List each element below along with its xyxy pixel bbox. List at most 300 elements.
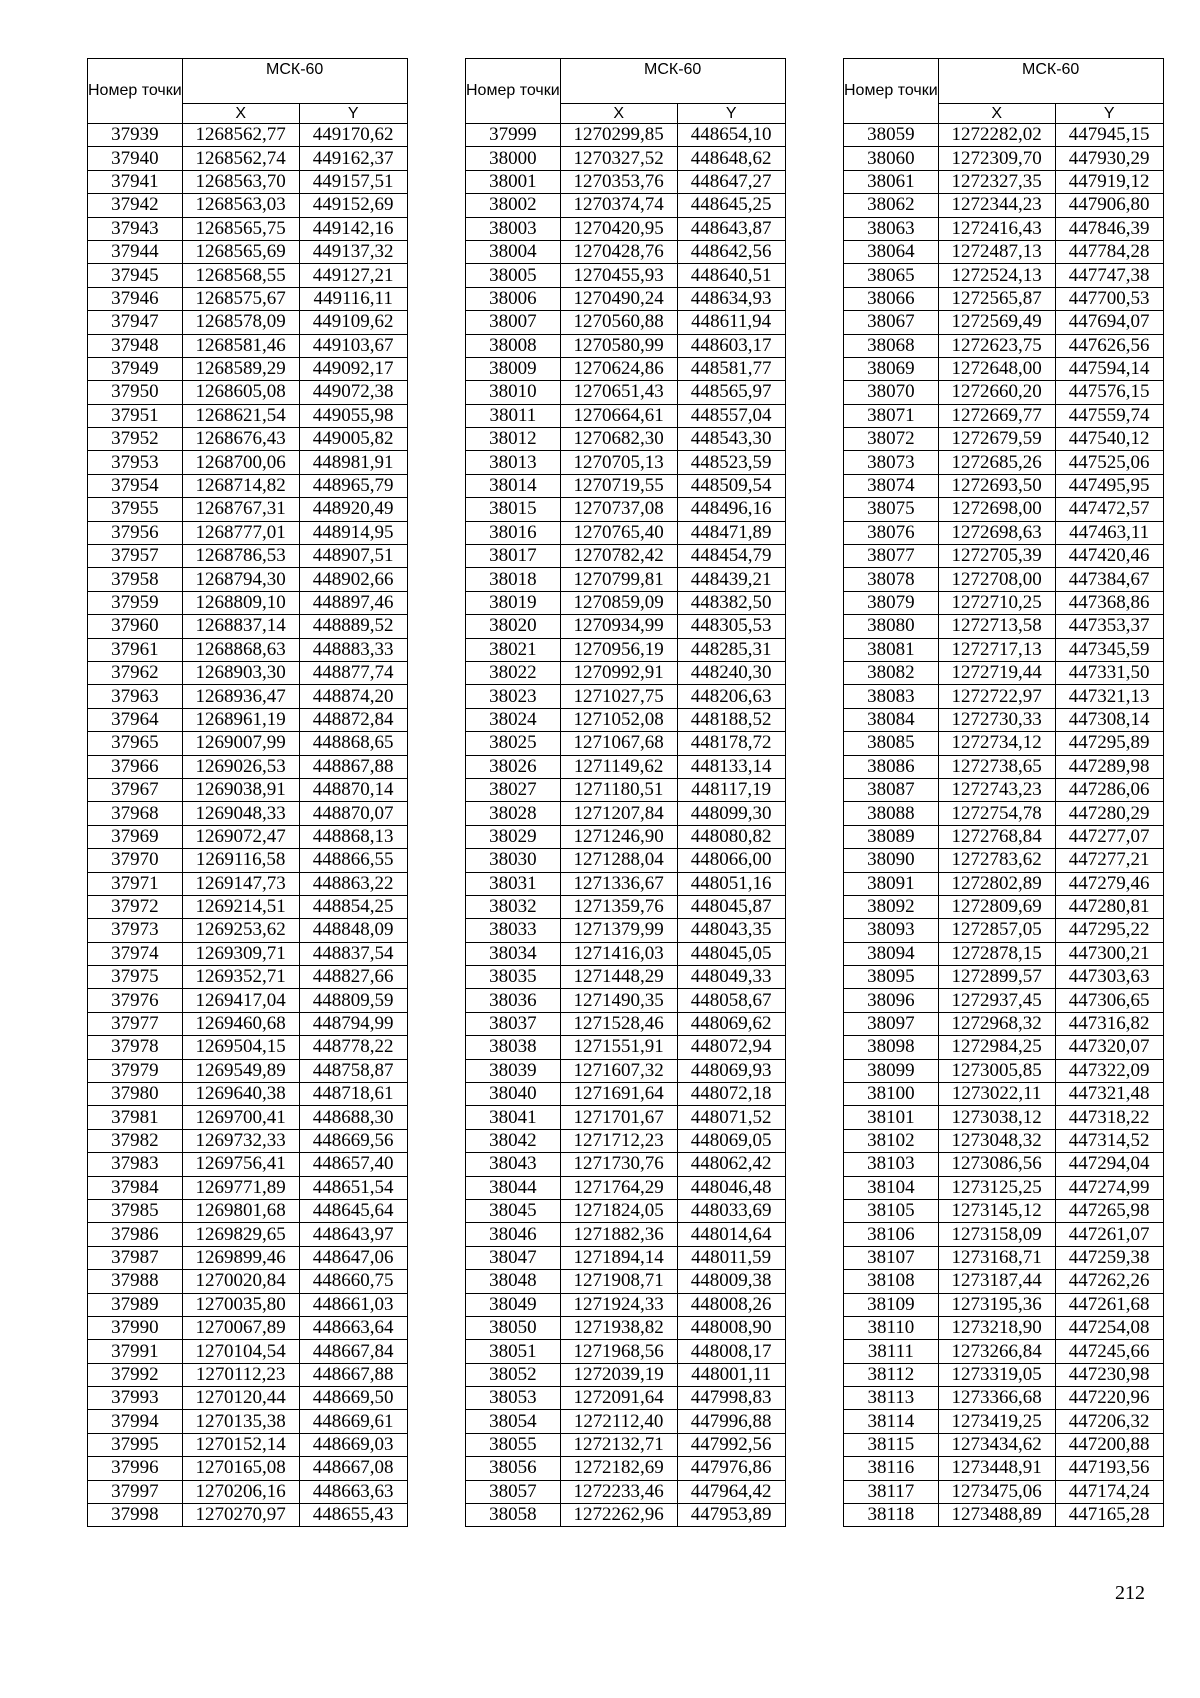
x-coordinate-cell: 1271882,36: [560, 1223, 677, 1246]
point-number-cell: 38004: [466, 240, 561, 263]
point-number-cell: 38064: [844, 240, 939, 263]
point-number-cell: 38049: [466, 1293, 561, 1316]
table-row: [844, 428, 1164, 451]
table-row: [844, 1270, 1164, 1293]
x-header: X: [182, 104, 299, 124]
y-coordinate-cell: 447384,67: [1055, 568, 1163, 591]
y-coordinate-cell: 447318,22: [1055, 1106, 1163, 1129]
point-number-cell: 37962: [88, 661, 183, 684]
table-row: [88, 124, 408, 147]
y-coordinate-cell: 449162,37: [299, 147, 407, 170]
y-coordinate-cell: 448543,30: [677, 428, 785, 451]
point-number-cell: 37945: [88, 264, 183, 287]
y-coordinate-cell: 448643,97: [299, 1223, 407, 1246]
y-coordinate-cell: 447245,66: [1055, 1340, 1163, 1363]
table-row: [466, 217, 786, 240]
x-coordinate-cell: 1268809,10: [182, 591, 299, 614]
table-row: [844, 311, 1164, 334]
table-row: [844, 615, 1164, 638]
x-coordinate-cell: 1269899,46: [182, 1246, 299, 1269]
x-coordinate-cell: 1273022,11: [938, 1083, 1055, 1106]
table-row: [466, 1223, 786, 1246]
y-coordinate-cell: 448667,88: [299, 1363, 407, 1386]
point-number-cell: 37954: [88, 474, 183, 497]
point-number-cell: 38025: [466, 732, 561, 755]
y-coordinate-cell: 448669,56: [299, 1129, 407, 1152]
point-number-cell: 38062: [844, 194, 939, 217]
x-coordinate-cell: 1272899,57: [938, 966, 1055, 989]
table-row: [88, 1059, 408, 1082]
point-number-cell: 38050: [466, 1316, 561, 1339]
y-coordinate-cell: 447294,04: [1055, 1153, 1163, 1176]
y-coordinate-cell: 448645,64: [299, 1199, 407, 1222]
table-row: [88, 1083, 408, 1106]
point-number-cell: 38043: [466, 1153, 561, 1176]
point-number-cell: 38115: [844, 1433, 939, 1456]
y-coordinate-cell: 448778,22: [299, 1036, 407, 1059]
x-coordinate-cell: 1270353,76: [560, 170, 677, 193]
table-row: [466, 591, 786, 614]
y-coordinate-cell: 449055,98: [299, 404, 407, 427]
table-row: [88, 989, 408, 1012]
y-coordinate-cell: 448667,84: [299, 1340, 407, 1363]
x-coordinate-cell: 1270135,38: [182, 1410, 299, 1433]
x-coordinate-cell: 1268777,01: [182, 521, 299, 544]
x-coordinate-cell: 1268621,54: [182, 404, 299, 427]
point-number-cell: 38028: [466, 802, 561, 825]
y-coordinate-cell: 448837,54: [299, 942, 407, 965]
point-number-cell: 38109: [844, 1293, 939, 1316]
point-number-cell: 37956: [88, 521, 183, 544]
point-number-cell: 38067: [844, 311, 939, 334]
y-coordinate-cell: 448809,59: [299, 989, 407, 1012]
x-coordinate-cell: 1270035,80: [182, 1293, 299, 1316]
table-row: [844, 1504, 1164, 1527]
x-coordinate-cell: 1271824,05: [560, 1199, 677, 1222]
point-number-cell: 37959: [88, 591, 183, 614]
y-coordinate-cell: 447472,57: [1055, 498, 1163, 521]
point-number-cell: 38066: [844, 287, 939, 310]
x-coordinate-cell: 1272112,40: [560, 1410, 677, 1433]
y-coordinate-cell: 448305,53: [677, 615, 785, 638]
point-number-cell: 37953: [88, 451, 183, 474]
table-row: [88, 1106, 408, 1129]
y-coordinate-cell: 448868,65: [299, 732, 407, 755]
y-coordinate-cell: 448471,89: [677, 521, 785, 544]
y-coordinate-cell: 448883,33: [299, 638, 407, 661]
x-coordinate-cell: 1270705,13: [560, 451, 677, 474]
y-coordinate-cell: 447992,56: [677, 1433, 785, 1456]
table-row: [88, 240, 408, 263]
point-number-cell: 38015: [466, 498, 561, 521]
table-row: [844, 638, 1164, 661]
point-number-cell: 37995: [88, 1433, 183, 1456]
x-coordinate-cell: 1271730,76: [560, 1153, 677, 1176]
point-number-cell: 38026: [466, 755, 561, 778]
y-coordinate-cell: 448188,52: [677, 708, 785, 731]
y-coordinate-cell: 447295,89: [1055, 732, 1163, 755]
table-row: [466, 428, 786, 451]
table-row: [844, 404, 1164, 427]
point-number-cell: 37972: [88, 895, 183, 918]
y-coordinate-cell: 448496,16: [677, 498, 785, 521]
y-coordinate-cell: 447626,56: [1055, 334, 1163, 357]
x-coordinate-cell: 1272233,46: [560, 1480, 677, 1503]
point-number-cell: 38110: [844, 1316, 939, 1339]
point-number-cell: 38089: [844, 825, 939, 848]
x-coordinate-cell: 1269048,33: [182, 802, 299, 825]
y-coordinate-cell: 447193,56: [1055, 1457, 1163, 1480]
x-coordinate-cell: 1269829,65: [182, 1223, 299, 1246]
table-row: [88, 661, 408, 684]
x-coordinate-cell: 1268565,75: [182, 217, 299, 240]
point-number-cell: 38002: [466, 194, 561, 217]
point-number-cell: 37949: [88, 357, 183, 380]
point-number-cell: 38037: [466, 1012, 561, 1035]
point-number-cell: 38112: [844, 1363, 939, 1386]
table-row: [88, 498, 408, 521]
y-coordinate-cell: 447277,21: [1055, 849, 1163, 872]
x-coordinate-cell: 1271246,90: [560, 825, 677, 848]
y-coordinate-cell: 448657,40: [299, 1153, 407, 1176]
y-coordinate-cell: 448611,94: [677, 311, 785, 334]
table-row: [88, 1457, 408, 1480]
table-row: [466, 1129, 786, 1152]
point-number-cell: 38032: [466, 895, 561, 918]
point-number-cell: 38036: [466, 989, 561, 1012]
y-coordinate-cell: 448178,72: [677, 732, 785, 755]
x-coordinate-cell: 1272937,45: [938, 989, 1055, 1012]
y-coordinate-cell: 448001,11: [677, 1363, 785, 1386]
x-coordinate-cell: 1270719,55: [560, 474, 677, 497]
y-header: Y: [677, 104, 785, 124]
y-coordinate-cell: 447230,98: [1055, 1363, 1163, 1386]
coordinate-system-header: МСК-60: [938, 59, 1163, 104]
table-row: [88, 1410, 408, 1433]
table-row: [88, 1504, 408, 1527]
table-row: [88, 1293, 408, 1316]
table-row: [844, 147, 1164, 170]
y-coordinate-cell: 448285,31: [677, 638, 785, 661]
page-number: 212: [1115, 1582, 1145, 1604]
table-row: [88, 311, 408, 334]
point-number-cell: 37963: [88, 685, 183, 708]
y-coordinate-cell: 447559,74: [1055, 404, 1163, 427]
x-coordinate-cell: 1272679,59: [938, 428, 1055, 451]
table-row: [88, 1433, 408, 1456]
y-coordinate-cell: 447353,37: [1055, 615, 1163, 638]
x-coordinate-cell: 1272708,00: [938, 568, 1055, 591]
y-coordinate-cell: 448009,38: [677, 1270, 785, 1293]
point-number-cell: 38098: [844, 1036, 939, 1059]
point-number-cell: 38053: [466, 1387, 561, 1410]
point-number-cell: 38096: [844, 989, 939, 1012]
point-number-cell: 38018: [466, 568, 561, 591]
table-row: [844, 498, 1164, 521]
table-row: [466, 1457, 786, 1480]
x-coordinate-cell: 1270624,86: [560, 357, 677, 380]
y-coordinate-cell: 447996,88: [677, 1410, 785, 1433]
y-coordinate-cell: 448045,87: [677, 895, 785, 918]
y-coordinate-cell: 447316,82: [1055, 1012, 1163, 1035]
y-coordinate-cell: 447303,63: [1055, 966, 1163, 989]
x-coordinate-cell: 1270327,52: [560, 147, 677, 170]
x-coordinate-cell: 1272693,50: [938, 474, 1055, 497]
point-number-cell: 38029: [466, 825, 561, 848]
point-number-cell: 38008: [466, 334, 561, 357]
table-row: [88, 1199, 408, 1222]
table-row: [466, 147, 786, 170]
point-number-cell: 37969: [88, 825, 183, 848]
y-coordinate-cell: 448439,21: [677, 568, 785, 591]
table-row: [844, 802, 1164, 825]
x-coordinate-cell: 1273038,12: [938, 1106, 1055, 1129]
y-coordinate-cell: 448874,20: [299, 685, 407, 708]
y-coordinate-cell: 449127,21: [299, 264, 407, 287]
y-coordinate-cell: 448848,09: [299, 919, 407, 942]
y-coordinate-cell: 448907,51: [299, 545, 407, 568]
y-coordinate-cell: 447308,14: [1055, 708, 1163, 731]
table-body: [466, 124, 786, 1527]
table-row: [844, 849, 1164, 872]
x-coordinate-cell: 1273266,84: [938, 1340, 1055, 1363]
point-number-cell: 38020: [466, 615, 561, 638]
x-coordinate-cell: 1268868,63: [182, 638, 299, 661]
point-number-cell: 38006: [466, 287, 561, 310]
table-row: [466, 1270, 786, 1293]
table-row: [88, 170, 408, 193]
x-coordinate-cell: 1273475,06: [938, 1480, 1055, 1503]
point-number-cell: 38079: [844, 591, 939, 614]
table-row: [844, 825, 1164, 848]
table-row: [466, 498, 786, 521]
table-row: [466, 334, 786, 357]
x-coordinate-cell: 1272743,23: [938, 778, 1055, 801]
y-coordinate-cell: 448647,06: [299, 1246, 407, 1269]
x-coordinate-cell: 1271288,04: [560, 849, 677, 872]
x-coordinate-cell: 1270120,44: [182, 1387, 299, 1410]
table-row: [88, 802, 408, 825]
x-coordinate-cell: 1272091,64: [560, 1387, 677, 1410]
table-row: [844, 1129, 1164, 1152]
x-coordinate-cell: 1269771,89: [182, 1176, 299, 1199]
point-number-cell: 37944: [88, 240, 183, 263]
table-row: [466, 170, 786, 193]
point-number-cell: 37940: [88, 147, 183, 170]
point-number-cell: 38042: [466, 1129, 561, 1152]
y-coordinate-cell: 447953,89: [677, 1504, 785, 1527]
y-coordinate-cell: 448033,69: [677, 1199, 785, 1222]
y-header: Y: [299, 104, 407, 124]
point-number-header: Номер точки: [88, 59, 183, 124]
table-row: [466, 849, 786, 872]
point-number-cell: 37988: [88, 1270, 183, 1293]
point-number-cell: 37965: [88, 732, 183, 755]
table-row: [844, 1293, 1164, 1316]
point-number-cell: 38033: [466, 919, 561, 942]
x-coordinate-cell: 1268936,47: [182, 685, 299, 708]
point-number-cell: 37989: [88, 1293, 183, 1316]
point-number-cell: 38047: [466, 1246, 561, 1269]
y-coordinate-cell: 448651,54: [299, 1176, 407, 1199]
point-number-cell: 37999: [466, 124, 561, 147]
x-coordinate-cell: 1270782,42: [560, 545, 677, 568]
x-coordinate-cell: 1271712,23: [560, 1129, 677, 1152]
table-row: [466, 404, 786, 427]
y-coordinate-cell: 448654,10: [677, 124, 785, 147]
x-coordinate-cell: 1268581,46: [182, 334, 299, 357]
point-number-cell: 38117: [844, 1480, 939, 1503]
point-number-cell: 38055: [466, 1433, 561, 1456]
point-number-cell: 38073: [844, 451, 939, 474]
y-coordinate-cell: 447919,12: [1055, 170, 1163, 193]
x-coordinate-cell: 1268565,69: [182, 240, 299, 263]
y-coordinate-cell: 447206,32: [1055, 1410, 1163, 1433]
table-row: [88, 1316, 408, 1339]
y-coordinate-cell: 448069,93: [677, 1059, 785, 1082]
table-row: [466, 778, 786, 801]
table-row: [844, 357, 1164, 380]
table-row: [466, 615, 786, 638]
y-coordinate-cell: 447495,95: [1055, 474, 1163, 497]
point-number-cell: 37990: [88, 1316, 183, 1339]
x-coordinate-cell: 1269417,04: [182, 989, 299, 1012]
point-number-cell: 38069: [844, 357, 939, 380]
x-coordinate-cell: 1271379,99: [560, 919, 677, 942]
y-coordinate-cell: 448008,26: [677, 1293, 785, 1316]
point-number-cell: 37986: [88, 1223, 183, 1246]
y-coordinate-cell: 447314,52: [1055, 1129, 1163, 1152]
table-row: [88, 942, 408, 965]
table-row: [844, 240, 1164, 263]
x-header: X: [560, 104, 677, 124]
table-row: [844, 217, 1164, 240]
table-row: [466, 685, 786, 708]
table-row: [844, 1036, 1164, 1059]
x-coordinate-cell: 1270455,93: [560, 264, 677, 287]
table-row: [466, 124, 786, 147]
point-number-cell: 37974: [88, 942, 183, 965]
x-coordinate-cell: 1270765,40: [560, 521, 677, 544]
x-coordinate-cell: 1271764,29: [560, 1176, 677, 1199]
y-coordinate-cell: 448008,17: [677, 1340, 785, 1363]
x-coordinate-cell: 1269309,71: [182, 942, 299, 965]
x-coordinate-cell: 1270206,16: [182, 1480, 299, 1503]
x-coordinate-cell: 1270651,43: [560, 381, 677, 404]
point-number-cell: 38022: [466, 661, 561, 684]
coordinate-system-header: МСК-60: [182, 59, 407, 104]
table-row: [466, 1246, 786, 1269]
table-row: [88, 357, 408, 380]
table-row: [466, 895, 786, 918]
y-coordinate-cell: 448863,22: [299, 872, 407, 895]
y-coordinate-cell: 448643,87: [677, 217, 785, 240]
point-number-cell: 37964: [88, 708, 183, 731]
y-coordinate-cell: 448920,49: [299, 498, 407, 521]
coordinates-table-2: [465, 58, 786, 1527]
point-number-cell: 38035: [466, 966, 561, 989]
y-coordinate-cell: 448581,77: [677, 357, 785, 380]
point-number-cell: 38031: [466, 872, 561, 895]
y-coordinate-cell: 448072,94: [677, 1036, 785, 1059]
y-coordinate-cell: 447540,12: [1055, 428, 1163, 451]
point-number-cell: 38103: [844, 1153, 939, 1176]
table-row: [466, 1199, 786, 1222]
point-number-cell: 37947: [88, 311, 183, 334]
coordinate-system-header: МСК-60: [560, 59, 785, 104]
y-coordinate-cell: 448854,25: [299, 895, 407, 918]
y-coordinate-cell: 447463,11: [1055, 521, 1163, 544]
table-row: [466, 568, 786, 591]
x-coordinate-cell: 1271027,75: [560, 685, 677, 708]
y-coordinate-cell: 448667,08: [299, 1457, 407, 1480]
table-row: [466, 1410, 786, 1433]
table-row: [466, 1293, 786, 1316]
y-coordinate-cell: 447320,07: [1055, 1036, 1163, 1059]
table-row: [844, 521, 1164, 544]
x-coordinate-cell: 1269504,15: [182, 1036, 299, 1059]
table-row: [466, 264, 786, 287]
table-row: [466, 1106, 786, 1129]
point-number-cell: 37952: [88, 428, 183, 451]
y-coordinate-cell: 448870,07: [299, 802, 407, 825]
point-number-cell: 38088: [844, 802, 939, 825]
y-coordinate-cell: 448049,33: [677, 966, 785, 989]
table-body: [88, 124, 408, 1527]
point-number-cell: 38040: [466, 1083, 561, 1106]
point-number-cell: 38093: [844, 919, 939, 942]
point-number-cell: 37994: [88, 1410, 183, 1433]
y-coordinate-cell: 447321,48: [1055, 1083, 1163, 1106]
y-coordinate-cell: 448240,30: [677, 661, 785, 684]
x-coordinate-cell: 1268837,14: [182, 615, 299, 638]
x-coordinate-cell: 1270664,61: [560, 404, 677, 427]
y-coordinate-cell: 448877,74: [299, 661, 407, 684]
y-coordinate-cell: 448382,50: [677, 591, 785, 614]
table-row: [466, 1036, 786, 1059]
y-coordinate-cell: 447262,26: [1055, 1270, 1163, 1293]
table-row: [466, 357, 786, 380]
x-coordinate-cell: 1272705,39: [938, 545, 1055, 568]
x-coordinate-cell: 1273145,12: [938, 1199, 1055, 1222]
y-coordinate-cell: 447846,39: [1055, 217, 1163, 240]
table-row: [844, 1012, 1164, 1035]
table-row: [844, 755, 1164, 778]
point-number-cell: 38113: [844, 1387, 939, 1410]
y-coordinate-cell: 448661,03: [299, 1293, 407, 1316]
y-coordinate-cell: 447964,42: [677, 1480, 785, 1503]
point-number-cell: 37951: [88, 404, 183, 427]
point-number-cell: 38077: [844, 545, 939, 568]
y-coordinate-cell: 448454,79: [677, 545, 785, 568]
y-coordinate-cell: 448523,59: [677, 451, 785, 474]
table-row: [844, 170, 1164, 193]
y-coordinate-cell: 448642,56: [677, 240, 785, 263]
x-coordinate-cell: 1272524,13: [938, 264, 1055, 287]
table-row: [88, 1363, 408, 1386]
x-coordinate-cell: 1268562,77: [182, 124, 299, 147]
x-coordinate-cell: 1273488,89: [938, 1504, 1055, 1527]
point-number-cell: 37966: [88, 755, 183, 778]
y-header: Y: [1055, 104, 1163, 124]
y-coordinate-cell: 448758,87: [299, 1059, 407, 1082]
y-coordinate-cell: 449005,82: [299, 428, 407, 451]
table-row: [88, 428, 408, 451]
point-number-cell: 38107: [844, 1246, 939, 1269]
x-coordinate-cell: 1273195,36: [938, 1293, 1055, 1316]
y-coordinate-cell: 448046,48: [677, 1176, 785, 1199]
x-coordinate-cell: 1269038,91: [182, 778, 299, 801]
